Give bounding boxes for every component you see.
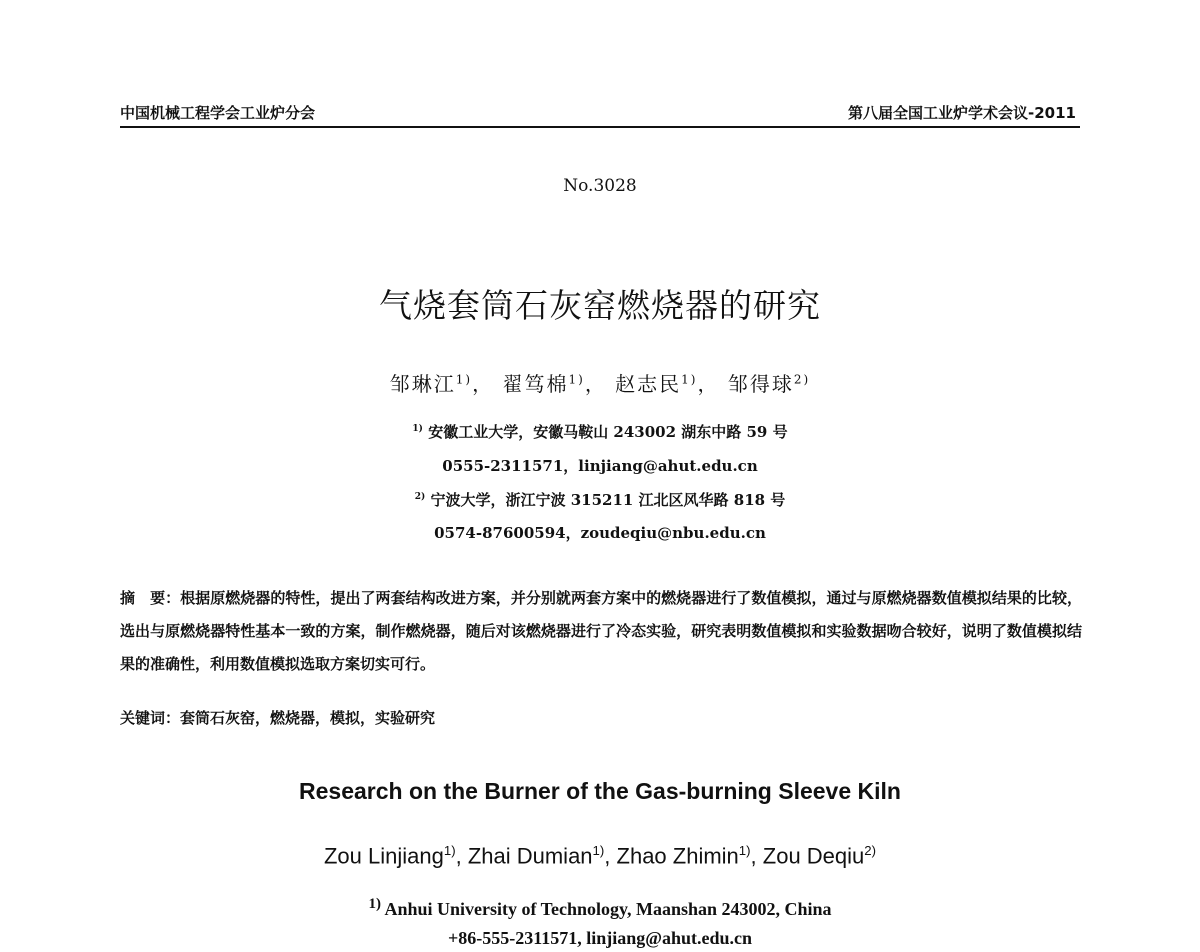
author-sup: 1) xyxy=(681,372,698,387)
author-sup: 1) xyxy=(443,843,456,858)
author-sup: 1) xyxy=(592,843,605,858)
affiliation-sup: 1) xyxy=(368,896,381,912)
running-header xyxy=(120,100,1080,128)
author-name: Zhao Zhimin xyxy=(616,843,739,869)
author-sup: 1) xyxy=(738,843,751,858)
affiliation-cn-1 xyxy=(0,421,1200,442)
keywords-label: 关键词： xyxy=(120,709,181,727)
author-name: Zou Linjiang xyxy=(323,843,444,869)
abstract-label: 摘 要： xyxy=(120,589,181,607)
affiliation-sup: 2) xyxy=(414,492,426,502)
affiliation-text: 宁波大学，浙江宁波 315211 江北区风华路 818 号 xyxy=(430,491,786,509)
affiliation-text: 安徽工业大学，安徽马鞍山 243002 湖东中路 59 号 xyxy=(428,423,788,441)
affiliation-cn-2 xyxy=(0,489,1200,510)
author-name: 邹得球 xyxy=(727,372,794,396)
affiliation-en-1 xyxy=(0,896,1200,920)
author-name: 邹琳江 xyxy=(389,372,456,396)
affiliation-cn-2-contact: 0574-87600594，zoudeqiu@nbu.edu.cn xyxy=(434,524,766,542)
affiliation-sup: 1) xyxy=(412,424,423,434)
author-list-en: Zou Linjiang$^{1)}$, Zhai Dumian$^{1)}$, Zhao Zhimin$^{1)}$, Zou Deqiu$^{2)}$ xyxy=(323,843,877,869)
author-sup: 1) xyxy=(568,372,585,387)
keywords-cn xyxy=(120,707,435,728)
keywords-text: 套筒石灰窑，燃烧器，模拟，实验研究 xyxy=(180,709,436,727)
affiliation-cn-1-contact: 0555-2311571，linjiang@ahut.edu.cn xyxy=(442,457,758,475)
author-name: Zou Deqiu xyxy=(762,843,865,869)
author-name: 翟笃棉 xyxy=(502,372,569,396)
author-sup: 2) xyxy=(864,843,877,858)
header-left: 中国机械工程学会工业炉分会 xyxy=(120,104,316,122)
header-right: 第八届全国工业炉学术会议-2011 xyxy=(848,104,1076,122)
author-name: 赵志民 xyxy=(615,372,682,396)
affiliation-en-1-contact: +86-555-2311571, linjiang@ahut.edu.cn xyxy=(447,928,753,948)
author-name: Zhai Dumian xyxy=(467,843,593,869)
paper-number: No.3028 xyxy=(563,176,637,196)
affiliation-text: Anhui University of Technology, Maanshan 243002, China xyxy=(384,899,832,919)
paper-title-en: Research on the Burner of the Gas-burning Sleeve Kiln xyxy=(299,778,901,804)
author-list-cn: 邹琳江$^{1)}$， 翟笃棉$^{1)}$， 赵志民$^{1)}$， 邹得球$^{2)}$ xyxy=(389,372,811,396)
abstract-cn xyxy=(120,582,1082,681)
author-sup: 1) xyxy=(455,372,473,387)
author-sup: 2) xyxy=(793,372,811,387)
abstract-text: 根据原燃烧器的特性，提出了两套结构改进方案，并分别就两套方案中的燃烧器进行了数值模拟，通过与原燃烧器数值模拟结果的比较，选出与原燃烧器特性基本一致的方案，制作燃烧器，随后对该燃烧器进行了冷态实验，研究表明数值模拟和实验数据吻合较好，说明了数值模拟结果的准确性，利用数值模拟选取方案切实可行。 xyxy=(120,589,1082,673)
paper-title-cn: 气烧套筒石灰窑燃烧器的研究 xyxy=(379,286,821,325)
